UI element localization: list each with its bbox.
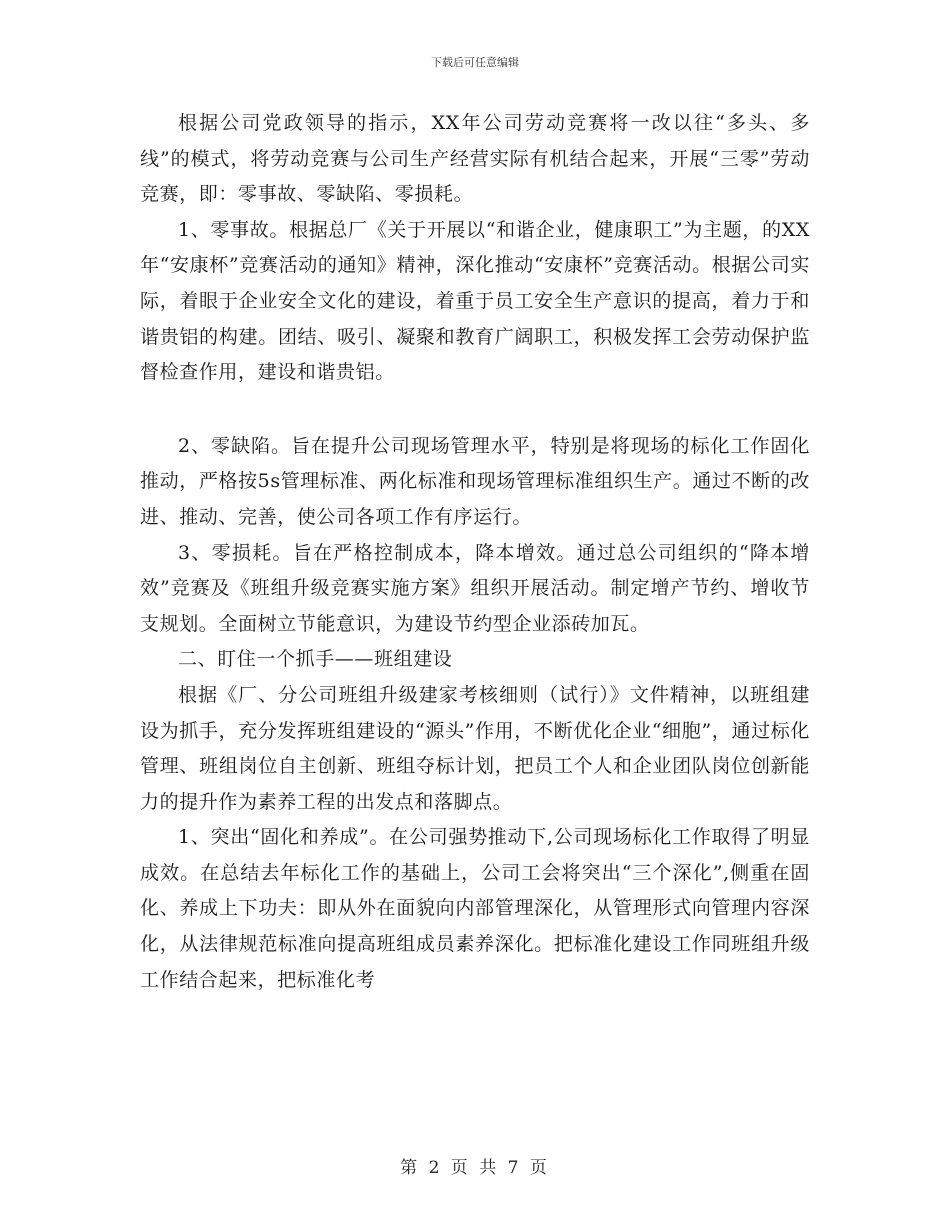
- paragraph-spacer: [140, 391, 810, 429]
- paragraph-intro: 根据公司党政领导的指示，XX年公司劳动竞赛将一改以往“多头、多线”的模式，将劳动竞赛与公司生产经营实际有机结合起来，开展“三零”劳动竞赛，即：零事故、零缺陷、零损耗。: [140, 112, 810, 206]
- paragraph-zero-losses: 3、零损耗。旨在严格控制成本，降本增效。通过总公司组织的“降本增效”竞赛及《班组升级竞赛实施方案》组织开展活动。制定增产节约、增收节支规划。全面树立节能意识，为建设节约型企业添砖加瓦。: [140, 541, 810, 635]
- paragraph-team-building: 根据《厂、分公司班组升级建家考核细则（试行）》文件精神，以班组建设为抓手，充分发挥班组建设的“源头”作用，不断优化企业“细胞”，通过标化管理、班组岗位自主创新、班组夺标计划，把员工个人和企业团队岗位创新能力的提升作为素养工程的出发点和落脚点。: [140, 683, 810, 813]
- page-number: 第 2 页 共 7 页: [400, 1158, 550, 1178]
- paragraph-consolidation: 1、突出“固化和养成”。在公司强势推动下,公司现场标化工作取得了明显成效。在总结去年标化工作的基础上，公司工会将突出“三个深化”,侧重在固化、养成上下功夫：即从外在面貌向内部管理深化，从管理形式向管理内容深化，从法律规范标准向提高班组成员素养深化。把标准化建设工作同班组升级工作结合起来，把标准化考: [140, 826, 810, 991]
- page-header-note: 下载后可任意编辑: [431, 56, 519, 69]
- section-heading-team-building: 二、盯住一个抓手——班组建设: [178, 648, 453, 671]
- paragraph-zero-accidents: 1、零事故。根据总厂《关于开展以“和谐企业，健康职工”为主题，的XX年“安康杯”竞赛活动的通知》精神，深化推动“安康杯”竞赛活动。根据公司实际，着眼于企业安全文化的建设，着重于员工安全生产意识的提高，着力于和谐贵铝的构建。团结、吸引、凝聚和教育广阔职工，积极发挥工会劳动保护监督检查作用，建设和谐贵铝。: [140, 218, 810, 384]
- paragraph-zero-defects: 2、零缺陷。旨在提升公司现场管理水平，特别是将现场的标化工作固化推动，严格按5s管理标准、两化标准和现场管理标准组织生产。通过不断的改进、推动、完善，使公司各项工作有序运行。: [140, 434, 810, 528]
- document-body: [140, 106, 810, 998]
